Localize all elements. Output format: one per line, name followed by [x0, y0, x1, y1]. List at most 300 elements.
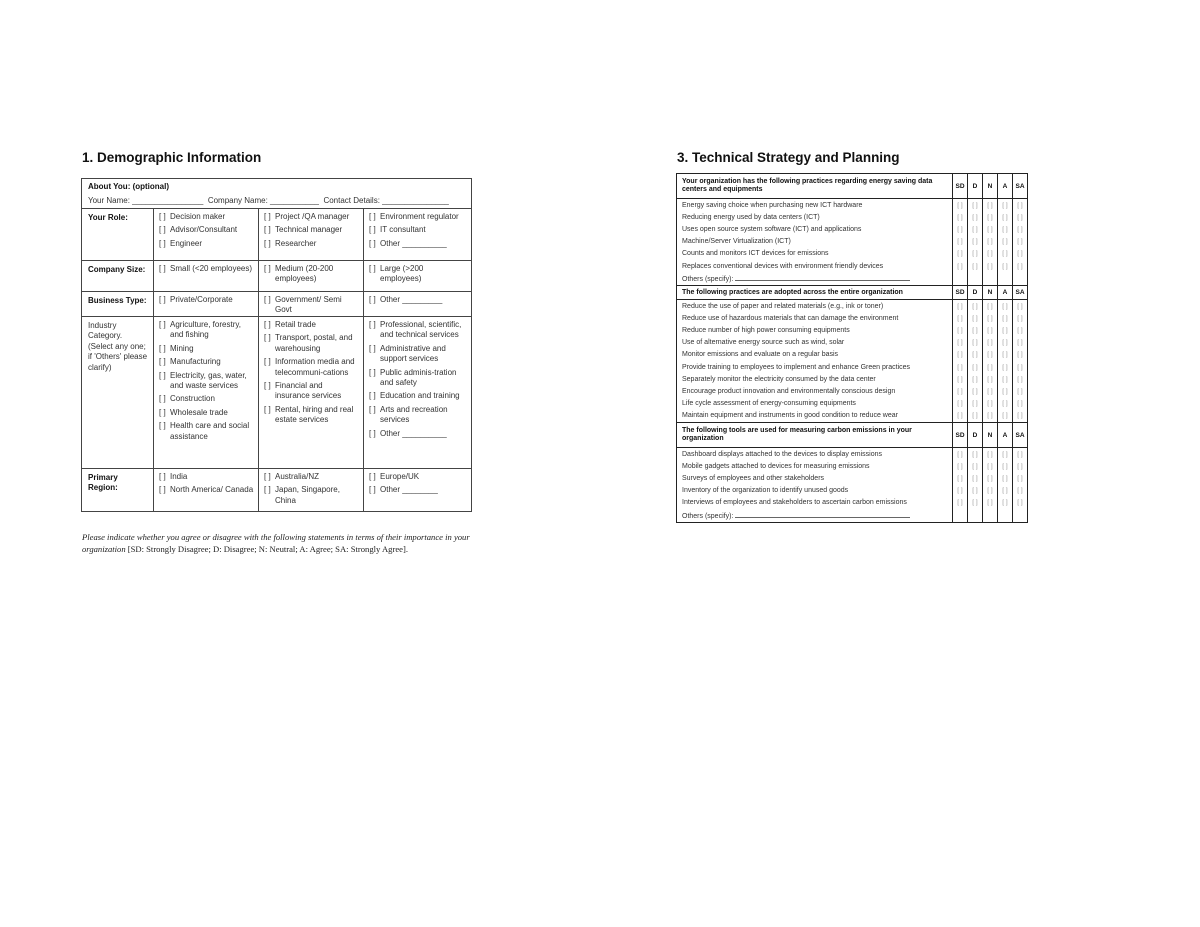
scale-header: N [983, 286, 998, 300]
option-label: Government/ Semi Govt [275, 295, 342, 315]
rating-checkbox[interactable]: [ ] [1013, 248, 1028, 260]
rating-checkbox[interactable]: [ ] [983, 223, 998, 235]
checkbox-option[interactable] [159, 472, 254, 482]
rating-checkbox[interactable]: [ ] [983, 485, 998, 497]
rating-checkbox[interactable]: [ ] [1013, 460, 1028, 472]
checkbox-option[interactable] [159, 421, 254, 442]
rating-row [677, 337, 1028, 349]
rating-checkbox[interactable]: [ ] [1013, 349, 1028, 361]
scale-header: N [983, 423, 998, 448]
checkbox-icon[interactable]: [ ] [369, 320, 376, 329]
checkbox-option[interactable] [159, 394, 254, 404]
empty-cell [998, 509, 1013, 523]
rating-row [677, 260, 1028, 272]
rating-checkbox[interactable]: [ ] [998, 485, 1013, 497]
rating-checkbox[interactable]: [ ] [998, 460, 1013, 472]
rating-checkbox[interactable]: [ ] [1013, 385, 1028, 397]
rating-checkbox[interactable]: [ ] [998, 373, 1013, 385]
checkbox-icon[interactable]: [ ] [264, 264, 271, 273]
checkbox-option[interactable] [264, 485, 359, 506]
rating-checkbox[interactable]: [ ] [983, 497, 998, 509]
row-label: Primary Region: [82, 469, 154, 511]
checkbox-option[interactable] [264, 357, 359, 378]
rating-row [677, 472, 1028, 484]
rating-checkbox[interactable]: [ ] [998, 448, 1013, 461]
checkbox-option[interactable] [369, 344, 465, 365]
rating-checkbox[interactable]: [ ] [968, 398, 983, 410]
group-header-label: The following tools are used for measuring carbon emissions in your organization [677, 423, 953, 448]
checkbox-icon[interactable]: [ ] [159, 485, 166, 495]
checkbox-icon[interactable]: [ ] [369, 343, 376, 353]
checkbox-option[interactable] [159, 371, 254, 392]
rating-checkbox[interactable]: [ ] [998, 325, 1013, 337]
scale-header: D [968, 423, 983, 448]
rating-checkbox[interactable]: [ ] [968, 460, 983, 472]
about-you-title: About You: (optional) [88, 182, 170, 191]
group-header-row [677, 286, 1028, 300]
checkbox-option[interactable] [159, 320, 254, 341]
row-label: Your Role: [82, 209, 154, 260]
option-label: Europe/UK [380, 472, 420, 481]
checkbox-icon[interactable]: [ ] [159, 370, 166, 380]
checkbox-icon[interactable]: [ ] [159, 472, 166, 481]
scale-header: SD [953, 286, 968, 300]
others-specify-row [677, 509, 1028, 523]
checkbox-icon[interactable]: [ ] [159, 264, 166, 273]
rating-item-label: Inventory of the organization to identify unused goods [677, 485, 953, 497]
technical-strategy-table [676, 173, 1028, 523]
option-label: Environment regulator [380, 212, 459, 221]
option-label: Electricity, gas, water, and waste services [170, 370, 247, 390]
section1-title: 1. Demographic Information [82, 150, 262, 165]
rating-checkbox[interactable]: [ ] [1013, 300, 1028, 313]
demographic-table [81, 178, 472, 512]
group-header-label: Your organization has the following practices regarding energy saving data centers and equipments [677, 174, 953, 199]
checkbox-icon[interactable]: [ ] [264, 225, 271, 235]
rating-checkbox[interactable]: [ ] [983, 472, 998, 484]
checkbox-option[interactable] [369, 391, 465, 401]
option-label: Private/Corporate [170, 295, 233, 304]
your-name-field[interactable]: Your Name: ________________ [88, 196, 204, 206]
rating-checkbox[interactable]: [ ] [983, 236, 998, 248]
rating-item-label: Counts and monitors ICT devices for emissions [677, 248, 953, 260]
option-column [154, 317, 259, 468]
rating-checkbox[interactable]: [ ] [953, 373, 968, 385]
rating-checkbox[interactable]: [ ] [983, 300, 998, 313]
rating-checkbox[interactable]: [ ] [968, 223, 983, 235]
option-label: Transport, postal, and warehousing [275, 333, 353, 353]
checkbox-icon[interactable]: [ ] [159, 225, 166, 235]
rating-checkbox[interactable]: [ ] [998, 223, 1013, 235]
checkbox-icon[interactable]: [ ] [264, 212, 271, 221]
rating-checkbox[interactable]: [ ] [968, 385, 983, 397]
empty-cell [983, 272, 998, 286]
checkbox-option[interactable] [159, 239, 254, 249]
checkbox-option[interactable] [264, 333, 359, 354]
rating-checkbox[interactable]: [ ] [1013, 398, 1028, 410]
rating-row [677, 236, 1028, 248]
rating-checkbox[interactable]: [ ] [968, 211, 983, 223]
demographic-row [82, 317, 471, 469]
checkbox-icon[interactable]: [ ] [369, 472, 376, 481]
rating-checkbox[interactable]: [ ] [998, 260, 1013, 272]
rating-checkbox[interactable]: [ ] [1013, 211, 1028, 223]
checkbox-icon[interactable]: [ ] [369, 225, 376, 235]
option-label: Other _________ [380, 295, 443, 304]
rating-checkbox[interactable]: [ ] [968, 373, 983, 385]
checkbox-icon[interactable]: [ ] [264, 485, 271, 495]
checkbox-option[interactable] [264, 225, 359, 235]
rating-checkbox[interactable]: [ ] [968, 312, 983, 324]
about-you-fields [88, 196, 465, 206]
option-column [259, 209, 364, 260]
checkbox-icon[interactable]: [ ] [159, 320, 166, 329]
rating-row [677, 361, 1028, 373]
scale-header: SD [953, 423, 968, 448]
rating-checkbox[interactable]: [ ] [968, 349, 983, 361]
option-label: Education and training [380, 391, 460, 401]
rating-checkbox[interactable]: [ ] [983, 385, 998, 397]
rating-checkbox[interactable]: [ ] [968, 485, 983, 497]
checkbox-option[interactable] [264, 239, 359, 249]
option-label: Professional, scientific, and technical services [380, 320, 462, 340]
rating-checkbox[interactable]: [ ] [1013, 337, 1028, 349]
rating-checkbox[interactable]: [ ] [1013, 199, 1028, 212]
instruction-scale: [SD: Strongly Disagree; D: Disagree; N: Neutral; A: Agree; SA: Strongly Agree]. [125, 543, 408, 554]
rating-checkbox[interactable]: [ ] [968, 325, 983, 337]
rating-row [677, 312, 1028, 324]
checkbox-option[interactable] [369, 225, 465, 235]
checkbox-icon[interactable]: [ ] [369, 404, 376, 414]
rating-checkbox[interactable]: [ ] [1013, 497, 1028, 509]
rating-checkbox[interactable]: [ ] [983, 199, 998, 212]
checkbox-option[interactable] [369, 239, 465, 249]
option-label: Large (>200 employees) [380, 264, 424, 284]
rating-checkbox[interactable]: [ ] [953, 448, 968, 461]
rating-row [677, 385, 1028, 397]
option-label: Rental, hiring and real estate services [275, 404, 354, 425]
demographic-row [82, 261, 471, 292]
rating-checkbox[interactable]: [ ] [983, 373, 998, 385]
option-column [154, 292, 259, 316]
group-header-row [677, 174, 1028, 199]
rating-checkbox[interactable]: [ ] [968, 410, 983, 423]
rating-checkbox[interactable]: [ ] [953, 460, 968, 472]
rating-checkbox[interactable]: [ ] [1013, 410, 1028, 423]
checkbox-icon[interactable]: [ ] [264, 333, 271, 343]
rating-checkbox[interactable]: [ ] [953, 497, 968, 509]
rating-checkbox[interactable]: [ ] [983, 248, 998, 260]
option-label: Other __________ [380, 238, 447, 248]
checkbox-option[interactable] [159, 264, 254, 274]
rating-item-label: Dashboard displays attached to the devices to display emissions [677, 448, 953, 461]
checkbox-option[interactable] [264, 405, 359, 426]
checkbox-icon[interactable]: [ ] [264, 238, 271, 248]
rating-checkbox[interactable]: [ ] [983, 312, 998, 324]
checkbox-icon[interactable]: [ ] [264, 404, 271, 414]
rating-checkbox[interactable]: [ ] [968, 260, 983, 272]
empty-cell [968, 272, 983, 286]
rating-checkbox[interactable]: [ ] [983, 410, 998, 423]
rating-checkbox[interactable]: [ ] [968, 300, 983, 313]
rating-checkbox[interactable]: [ ] [983, 361, 998, 373]
rating-row [677, 199, 1028, 212]
rating-checkbox[interactable]: [ ] [968, 497, 983, 509]
option-column [259, 261, 364, 291]
rating-checkbox[interactable]: [ ] [953, 337, 968, 349]
empty-cell [998, 272, 1013, 286]
group-header-label: The following practices are adopted across the entire organization [677, 286, 953, 300]
checkbox-option[interactable] [369, 472, 465, 482]
empty-cell [968, 509, 983, 523]
checkbox-option[interactable] [159, 408, 254, 418]
option-column [154, 209, 259, 260]
checkbox-icon[interactable]: [ ] [369, 295, 376, 304]
contact-details-field[interactable]: Contact Details: _______________ [323, 196, 449, 206]
row-label: Industry Category. (Select any one; if 'Others' please clarify) [82, 317, 154, 468]
rating-checkbox[interactable]: [ ] [983, 349, 998, 361]
rating-checkbox[interactable]: [ ] [1013, 260, 1028, 272]
checkbox-option[interactable] [369, 405, 465, 426]
rating-item-label: Use of alternative energy source such as wind, solar [677, 337, 953, 349]
rating-item-label: Separately monitor the electricity consumed by the data center [677, 373, 953, 385]
checkbox-icon[interactable]: [ ] [159, 238, 166, 248]
checkbox-option[interactable] [369, 320, 465, 341]
rating-checkbox[interactable]: [ ] [998, 398, 1013, 410]
option-label: Construction [170, 394, 215, 404]
others-specify-row [677, 272, 1028, 286]
rating-row [677, 497, 1028, 509]
rating-checkbox[interactable]: [ ] [953, 300, 968, 313]
checkbox-icon[interactable]: [ ] [369, 212, 376, 221]
rating-checkbox[interactable]: [ ] [1013, 485, 1028, 497]
option-label: Administrative and support services [380, 343, 446, 364]
others-specify-input[interactable] [735, 274, 910, 281]
rating-checkbox[interactable]: [ ] [968, 361, 983, 373]
rating-checkbox[interactable]: [ ] [953, 485, 968, 497]
checkbox-option[interactable] [369, 485, 465, 495]
scale-header: A [998, 423, 1013, 448]
option-label: North America/ Canada [170, 485, 254, 495]
rating-row [677, 300, 1028, 313]
rating-row [677, 211, 1028, 223]
rating-item-label: Provide training to employees to implement and enhance Green practices [677, 361, 953, 373]
scale-header: N [983, 174, 998, 199]
rating-row [677, 460, 1028, 472]
checkbox-icon[interactable]: [ ] [369, 485, 376, 495]
rating-row [677, 410, 1028, 423]
rating-checkbox[interactable]: [ ] [953, 325, 968, 337]
others-specify-input[interactable] [735, 511, 910, 518]
option-label: Arts and recreation services [380, 404, 448, 425]
rating-item-label: Life cycle assessment of energy-consuming equipments [677, 398, 953, 410]
checkbox-icon[interactable]: [ ] [369, 367, 376, 377]
rating-checkbox[interactable]: [ ] [968, 337, 983, 349]
others-specify-text: Others (specify): [682, 512, 736, 520]
instruction-italic: Please indicate whether you agree or disagree with the following statements in terms of their importance in your organization [82, 532, 470, 554]
rating-checkbox[interactable]: [ ] [998, 361, 1013, 373]
option-label: Technical manager [275, 225, 343, 235]
checkbox-icon[interactable]: [ ] [264, 295, 271, 304]
option-label: Retail trade [275, 320, 316, 329]
checkbox-option[interactable] [159, 225, 254, 235]
checkbox-icon[interactable]: [ ] [264, 472, 271, 481]
checkbox-option[interactable] [159, 212, 254, 222]
checkbox-option[interactable] [264, 320, 359, 330]
rating-checkbox[interactable]: [ ] [983, 448, 998, 461]
rating-checkbox[interactable]: [ ] [968, 448, 983, 461]
checkbox-icon[interactable]: [ ] [369, 428, 376, 438]
rating-checkbox[interactable]: [ ] [998, 199, 1013, 212]
rating-row [677, 248, 1028, 260]
rating-checkbox[interactable]: [ ] [1013, 472, 1028, 484]
checkbox-option[interactable] [264, 264, 359, 285]
rating-checkbox[interactable]: [ ] [953, 211, 968, 223]
checkbox-option[interactable] [369, 368, 465, 389]
rating-item-label: Energy saving choice when purchasing new ICT hardware [677, 199, 953, 212]
rating-checkbox[interactable]: [ ] [968, 236, 983, 248]
option-column [364, 261, 469, 291]
checkbox-icon[interactable]: [ ] [264, 380, 271, 390]
rating-checkbox[interactable]: [ ] [953, 223, 968, 235]
checkbox-option[interactable] [369, 295, 465, 305]
rating-item-label: Maintain equipment and instruments in good condition to reduce wear [677, 410, 953, 423]
row-label: Business Type: [82, 292, 154, 316]
checkbox-icon[interactable]: [ ] [159, 394, 166, 404]
checkbox-option[interactable] [264, 381, 359, 402]
rating-checkbox[interactable]: [ ] [1013, 325, 1028, 337]
option-label: Engineer [170, 238, 203, 248]
option-label: Financial and insurance services [275, 380, 342, 401]
rating-checkbox[interactable]: [ ] [998, 337, 1013, 349]
section3-title: 3. Technical Strategy and Planning [677, 150, 900, 165]
demographic-row [82, 292, 471, 317]
rating-checkbox[interactable]: [ ] [1013, 373, 1028, 385]
rating-checkbox[interactable]: [ ] [953, 398, 968, 410]
rating-item-label: Mobile gadgets attached to devices for measuring emissions [677, 460, 953, 472]
option-label: Small (<20 employees) [170, 264, 253, 273]
rating-checkbox[interactable]: [ ] [953, 236, 968, 248]
option-column [154, 469, 259, 511]
scale-header: A [998, 174, 1013, 199]
rating-checkbox[interactable]: [ ] [998, 236, 1013, 248]
option-label: Other __________ [380, 428, 447, 438]
rating-checkbox[interactable]: [ ] [998, 385, 1013, 397]
option-label: Australia/NZ [275, 472, 320, 481]
checkbox-icon[interactable]: [ ] [369, 391, 376, 401]
rating-checkbox[interactable]: [ ] [998, 349, 1013, 361]
empty-cell [1013, 509, 1028, 523]
rating-checkbox[interactable]: [ ] [998, 300, 1013, 313]
rating-checkbox[interactable]: [ ] [953, 349, 968, 361]
rating-checkbox[interactable]: [ ] [953, 260, 968, 272]
rating-item-label: Encourage product innovation and environmentally conscious design [677, 385, 953, 397]
rating-instructions [82, 532, 470, 555]
empty-cell [953, 272, 968, 286]
rating-checkbox[interactable]: [ ] [983, 260, 998, 272]
rating-checkbox[interactable]: [ ] [998, 211, 1013, 223]
rating-checkbox[interactable]: [ ] [983, 211, 998, 223]
rating-checkbox[interactable]: [ ] [1013, 361, 1028, 373]
checkbox-option[interactable] [369, 264, 465, 285]
checkbox-option[interactable] [369, 212, 465, 222]
option-label: Manufacturing [170, 357, 221, 367]
checkbox-option[interactable] [159, 344, 254, 354]
checkbox-option[interactable] [264, 295, 359, 316]
checkbox-icon[interactable]: [ ] [159, 357, 166, 367]
rating-checkbox[interactable]: [ ] [1013, 312, 1028, 324]
checkbox-option[interactable] [159, 295, 254, 305]
rating-checkbox[interactable]: [ ] [953, 312, 968, 324]
rating-checkbox[interactable]: [ ] [953, 385, 968, 397]
rating-item-label: Reducing energy used by data centers (ICT) [677, 211, 953, 223]
rating-checkbox[interactable]: [ ] [998, 312, 1013, 324]
checkbox-icon[interactable]: [ ] [159, 421, 166, 431]
empty-cell [953, 509, 968, 523]
rating-checkbox[interactable]: [ ] [953, 361, 968, 373]
option-label: Other ________ [380, 485, 438, 495]
option-label: Health care and social assistance [170, 421, 250, 441]
option-label: Japan, Singapore, China [275, 485, 340, 505]
checkbox-icon[interactable]: [ ] [159, 407, 166, 417]
option-label: India [170, 472, 188, 481]
rating-checkbox[interactable]: [ ] [953, 472, 968, 484]
rating-checkbox[interactable]: [ ] [968, 199, 983, 212]
rating-row [677, 373, 1028, 385]
option-label: Decision maker [170, 212, 226, 221]
checkbox-option[interactable] [159, 357, 254, 367]
checkbox-icon[interactable]: [ ] [159, 212, 166, 221]
rating-checkbox[interactable]: [ ] [998, 497, 1013, 509]
rating-checkbox[interactable]: [ ] [983, 460, 998, 472]
checkbox-option[interactable] [264, 472, 359, 482]
rating-checkbox[interactable]: [ ] [983, 337, 998, 349]
option-label: Mining [170, 343, 194, 353]
rating-checkbox[interactable]: [ ] [953, 248, 968, 260]
others-specify-label [677, 272, 953, 286]
checkbox-icon[interactable]: [ ] [264, 320, 271, 329]
checkbox-icon[interactable]: [ ] [159, 343, 166, 353]
option-column [154, 261, 259, 291]
rating-checkbox[interactable]: [ ] [983, 398, 998, 410]
rating-checkbox[interactable]: [ ] [1013, 223, 1028, 235]
rating-row [677, 325, 1028, 337]
rating-item-label: Interviews of employees and stakeholders to ascertain carbon emissions [677, 497, 953, 509]
checkbox-icon[interactable]: [ ] [159, 295, 166, 304]
scale-header: SA [1013, 423, 1028, 448]
rating-item-label: Replaces conventional devices with environment friendly devices [677, 260, 953, 272]
rating-row [677, 398, 1028, 410]
rating-checkbox[interactable]: [ ] [1013, 448, 1028, 461]
rating-checkbox[interactable]: [ ] [953, 410, 968, 423]
rating-checkbox[interactable]: [ ] [983, 325, 998, 337]
company-name-field[interactable]: Company Name: ___________ [207, 196, 319, 206]
checkbox-icon[interactable]: [ ] [264, 357, 271, 367]
about-you-block [82, 179, 471, 209]
checkbox-icon[interactable]: [ ] [369, 238, 376, 248]
rating-checkbox[interactable]: [ ] [1013, 236, 1028, 248]
checkbox-icon[interactable]: [ ] [369, 264, 376, 273]
checkbox-option[interactable] [159, 485, 254, 495]
rating-checkbox[interactable]: [ ] [968, 248, 983, 260]
rating-checkbox[interactable]: [ ] [998, 410, 1013, 423]
checkbox-option[interactable] [369, 429, 465, 439]
checkbox-option[interactable] [264, 212, 359, 222]
rating-checkbox[interactable]: [ ] [998, 472, 1013, 484]
rating-checkbox[interactable]: [ ] [953, 199, 968, 212]
rating-checkbox[interactable]: [ ] [968, 472, 983, 484]
rating-checkbox[interactable]: [ ] [998, 248, 1013, 260]
